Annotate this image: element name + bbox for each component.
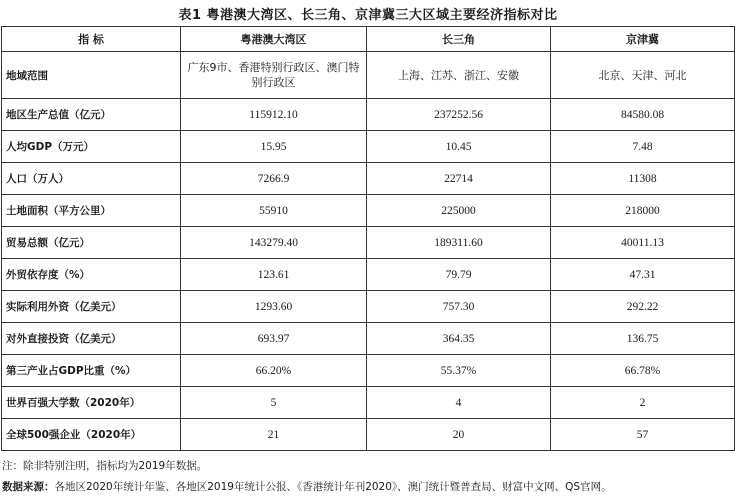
- cell-jjj: 218000: [551, 195, 735, 227]
- cell-jjj: 47.31: [551, 259, 735, 291]
- table-row: [2, 195, 735, 227]
- table-header-row: [2, 27, 735, 52]
- row-label: 人均GDP（万元）: [2, 131, 181, 163]
- cell-yrd: 22714: [367, 163, 551, 195]
- cell-jjj: 292.22: [551, 291, 735, 323]
- table-title: 表1 粤港澳大湾区、长三角、京津冀三大区域主要经济指标对比: [178, 8, 558, 23]
- cell-yrd: 757.30: [367, 291, 551, 323]
- cell-gba: 66.20%: [181, 355, 367, 387]
- cell-yrd: 4: [367, 387, 551, 419]
- cell-gba: 115912.10: [181, 99, 367, 131]
- cell-yrd: 上海、江苏、浙江、安徽: [367, 52, 551, 99]
- cell-gba: 693.97: [181, 323, 367, 355]
- cell-jjj: 136.75: [551, 323, 735, 355]
- table-row: [2, 52, 735, 99]
- cell-gba: 55910: [181, 195, 367, 227]
- row-label: 地区生产总值（亿元）: [2, 99, 181, 131]
- cell-jjj: 57: [551, 419, 735, 451]
- cell-jjj: 11308: [551, 163, 735, 195]
- header-yrd: 长三角: [367, 27, 551, 52]
- row-label: 外贸依存度（%）: [2, 259, 181, 291]
- footnote: 注：除非特别注明，指标均为2019年数据。: [2, 460, 208, 472]
- cell-jjj: 北京、天津、河北: [551, 52, 735, 99]
- table-row: [2, 291, 735, 323]
- cell-gba: 15.95: [181, 131, 367, 163]
- row-label: 第三产业占GDP比重（%）: [2, 355, 181, 387]
- economic-indicators-table: [1, 26, 735, 451]
- table-row: [2, 131, 735, 163]
- cell-jjj: 66.78%: [551, 355, 735, 387]
- cell-gba: 143279.40: [181, 227, 367, 259]
- table-row: [2, 323, 735, 355]
- row-label: 全球500强企业（2020年）: [2, 419, 181, 451]
- cell-yrd: 55.37%: [367, 355, 551, 387]
- data-source-text: 各地区2020年统计年鉴、各地区2019年统计公报、《香港统计年刊2020》、澳门统计暨普查局、财富中文网、QS官网。: [54, 481, 612, 493]
- table-row: [2, 163, 735, 195]
- cell-yrd: 20: [367, 419, 551, 451]
- cell-yrd: 79.79: [367, 259, 551, 291]
- cell-yrd: 237252.56: [367, 99, 551, 131]
- data-source-lead: 数据来源：: [2, 481, 55, 493]
- table-row: [2, 355, 735, 387]
- cell-gba: 1293.60: [181, 291, 367, 323]
- header-indicator: 指 标: [2, 27, 181, 52]
- header-gba: 粤港澳大湾区: [181, 27, 367, 52]
- table-row: [2, 99, 735, 131]
- row-label: 人口（万人）: [2, 163, 181, 195]
- cell-jjj: 84580.08: [551, 99, 735, 131]
- table-row: [2, 227, 735, 259]
- table-row: [2, 419, 735, 451]
- row-label: 贸易总额（亿元）: [2, 227, 181, 259]
- cell-yrd: 10.45: [367, 131, 551, 163]
- table-row: [2, 387, 735, 419]
- cell-gba: 123.61: [181, 259, 367, 291]
- cell-gba: 广东9市、香港特别行政区、澳门特别行政区: [181, 52, 367, 99]
- row-label: 土地面积（平方公里）: [2, 195, 181, 227]
- cell-jjj: 2: [551, 387, 735, 419]
- header-jjj: 京津冀: [551, 27, 735, 52]
- cell-jjj: 40011.13: [551, 227, 735, 259]
- cell-yrd: 189311.60: [367, 227, 551, 259]
- cell-yrd: 364.35: [367, 323, 551, 355]
- row-label: 对外直接投资（亿美元）: [2, 323, 181, 355]
- row-label: 地域范围: [2, 52, 181, 99]
- row-label: 世界百强大学数（2020年）: [2, 387, 181, 419]
- cell-gba: 5: [181, 387, 367, 419]
- cell-jjj: 7.48: [551, 131, 735, 163]
- row-label: 实际利用外资（亿美元）: [2, 291, 181, 323]
- data-source-note: [2, 479, 612, 494]
- cell-yrd: 225000: [367, 195, 551, 227]
- cell-gba: 21: [181, 419, 367, 451]
- table-row: [2, 259, 735, 291]
- cell-gba: 7266.9: [181, 163, 367, 195]
